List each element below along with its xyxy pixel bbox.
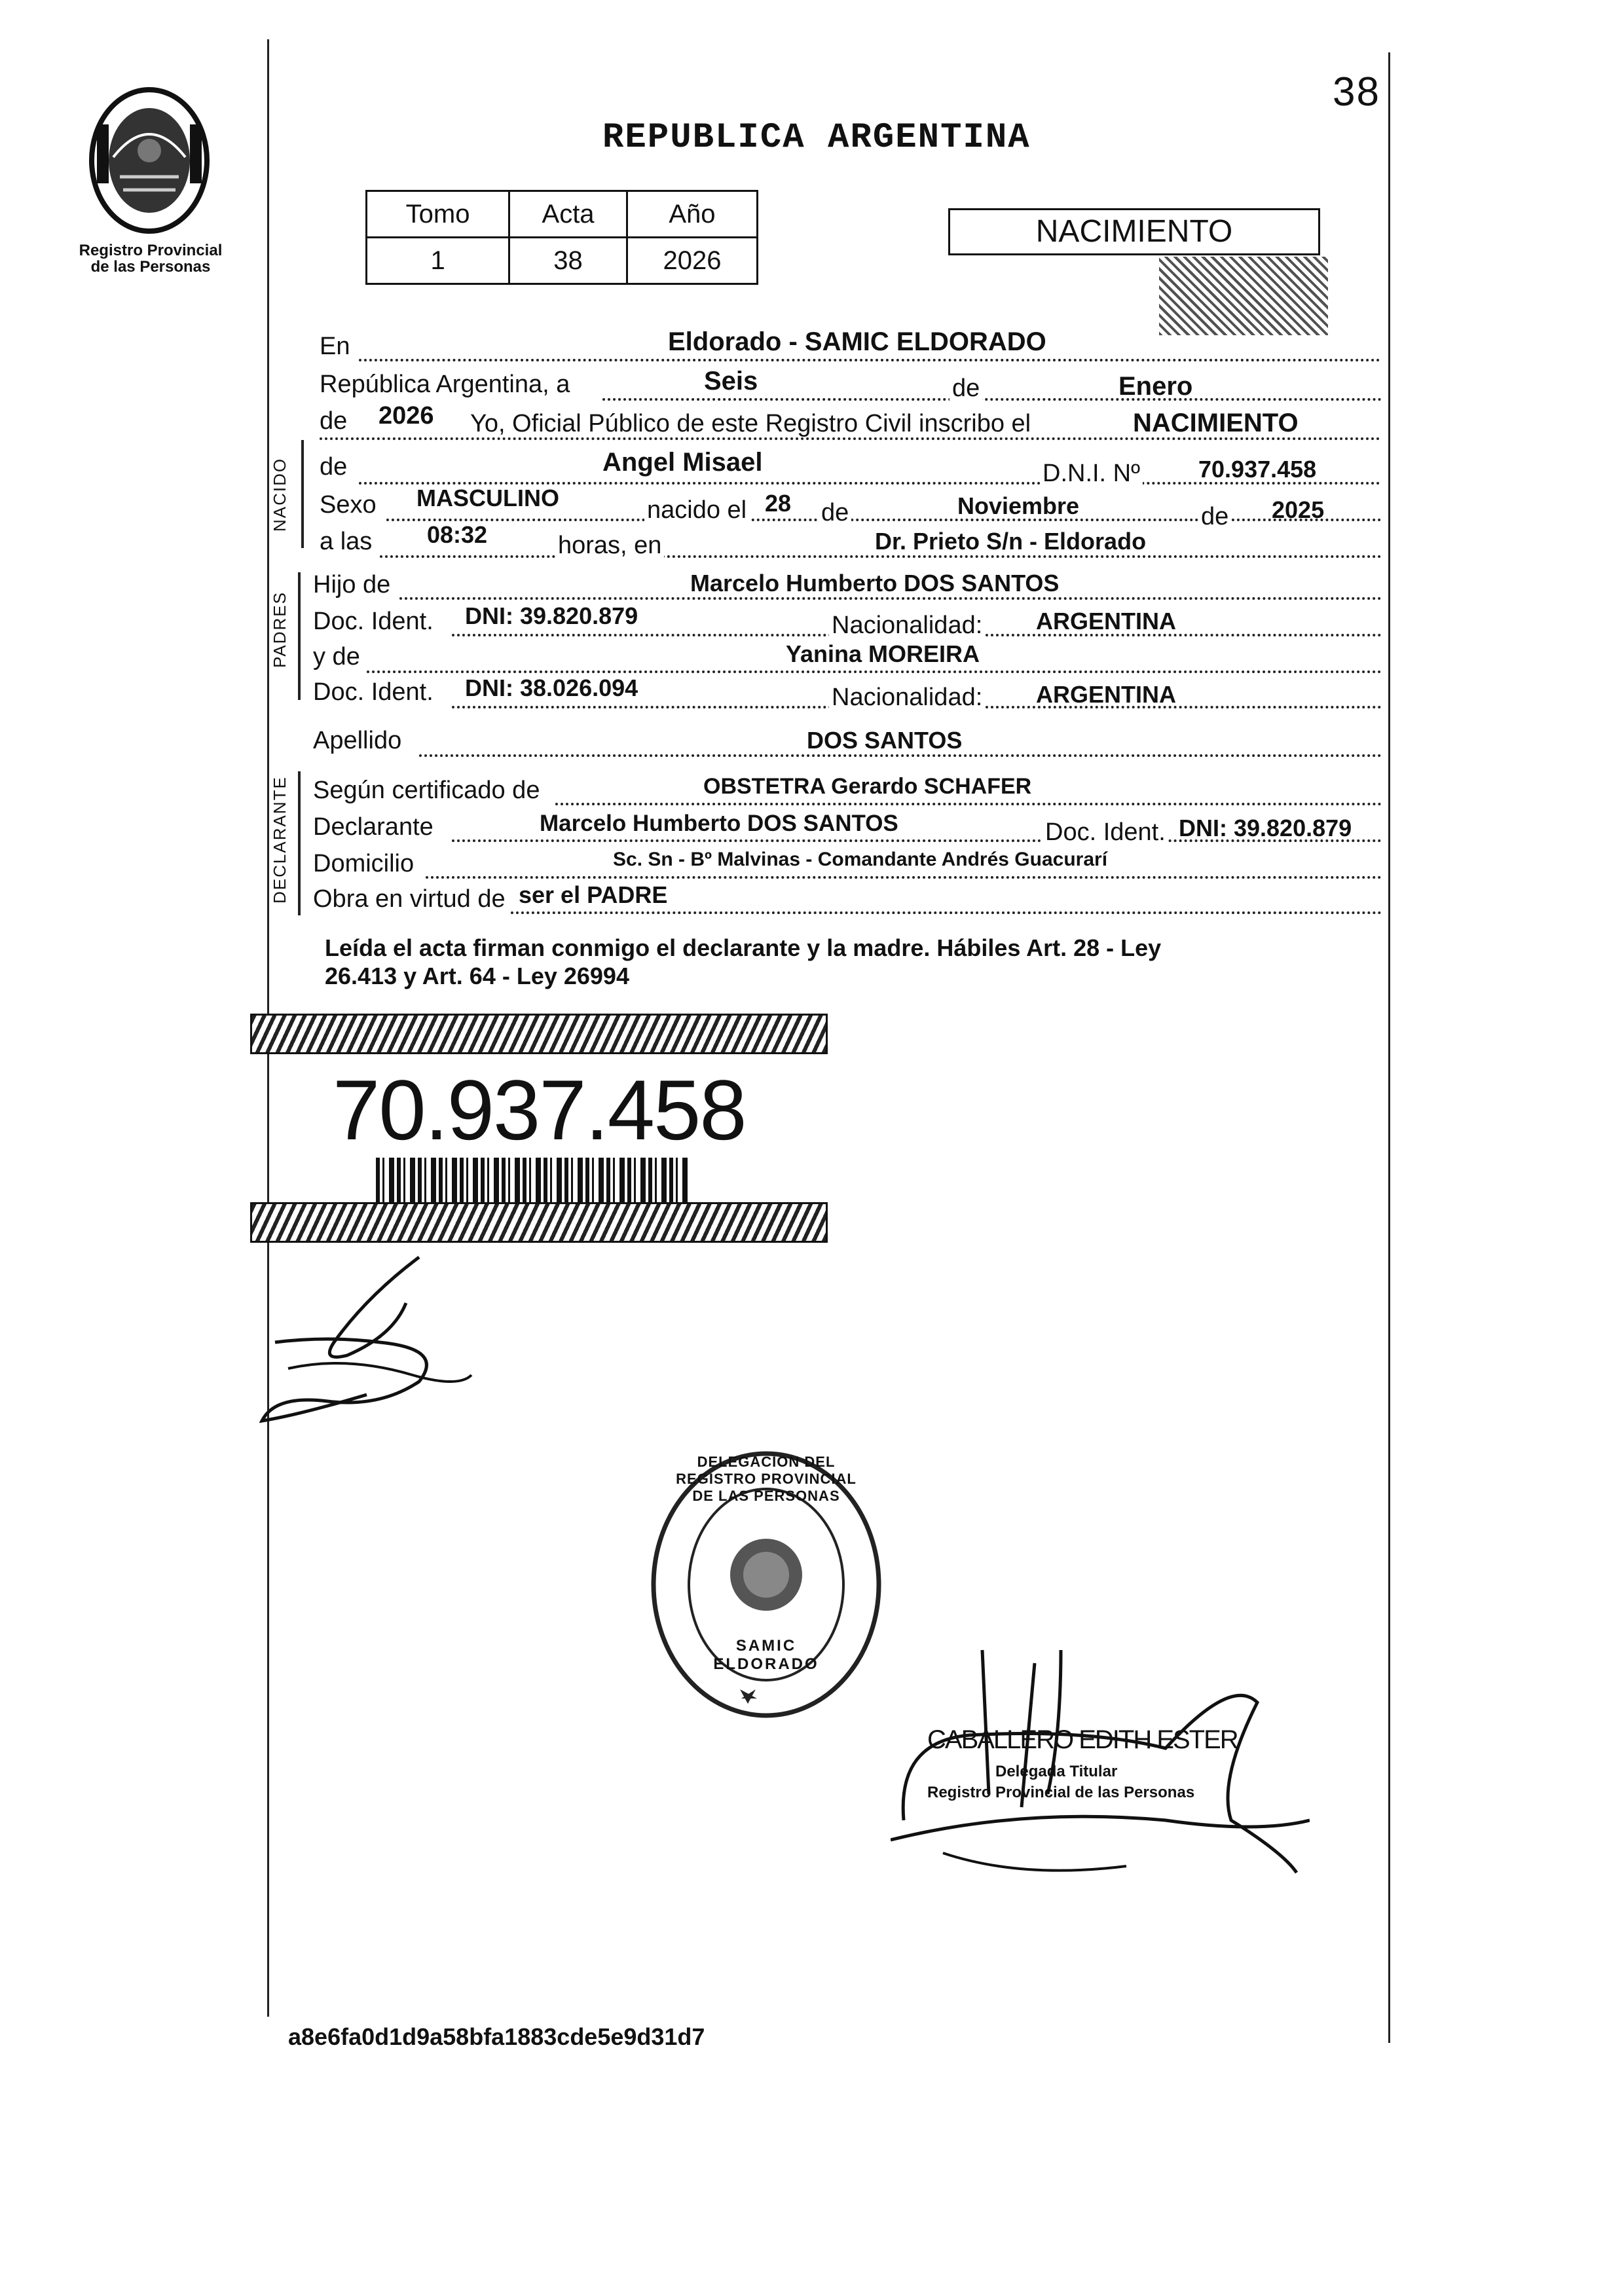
dots [602, 398, 1382, 401]
province-seal-icon [84, 85, 215, 236]
dots [359, 359, 1380, 361]
de-label: de [950, 375, 982, 403]
tomo-value: 1 [367, 238, 509, 284]
registry-name [59, 242, 242, 275]
doc-ident-label: Doc. Ident. [313, 608, 434, 635]
dots [511, 911, 1382, 914]
year-value: 2026 [378, 402, 434, 430]
province-seal [84, 85, 215, 236]
father-doc: DNI: 39.820.879 [465, 602, 638, 629]
country-title: REPUBLICA ARGENTINA [602, 118, 1031, 158]
de-label-2: de [1198, 503, 1231, 531]
dots [419, 754, 1382, 757]
doc-ident-label-3: Doc. Ident. [1043, 818, 1168, 847]
padres-bracket [298, 572, 301, 700]
registry-line1: Registro Provincial [79, 242, 223, 259]
mother-name: Yanina MOREIRA [786, 640, 980, 667]
de-label-2: de [320, 407, 348, 435]
nacido-el-label: nacido el [644, 496, 749, 524]
birth-month: Noviembre [957, 492, 1080, 519]
page-number: 38 [1333, 69, 1380, 115]
record-type-box: NACIMIENTO [948, 208, 1320, 255]
dots [399, 597, 1382, 600]
certificado-label: Según certificado de [313, 777, 540, 804]
obra-value: ser el PADRE [519, 881, 668, 908]
nacido-bracket [301, 440, 304, 548]
oficial-text: Yo, Oficial Público de este Registro Civil inscribo el [470, 410, 1031, 437]
registry-line2: de las Personas [90, 258, 211, 276]
dots [386, 519, 1382, 521]
birth-year: 2025 [1272, 496, 1325, 523]
child-name: Angel Misael [602, 448, 763, 477]
nacido-label: NACIDO [270, 457, 289, 532]
domicilio-value: Sc. Sn - Bº Malvinas - Comandante Andrés Guacurarí [613, 849, 1108, 870]
sexo-label: Sexo [320, 491, 377, 519]
acta-header: Acta [509, 191, 627, 238]
legal-note-line1: Leída el acta firman conmigo el declarante y la madre. Hábiles Art. 28 - Ley [325, 934, 1162, 961]
dots [555, 803, 1382, 805]
doc-ident-label-2: Doc. Ident. [313, 678, 434, 706]
obra-label: Obra en virtud de [313, 885, 506, 913]
official-title: Delegada Titular [995, 1763, 1118, 1780]
republica-label: República Argentina, a [320, 371, 570, 398]
legal-note-line2: 26.413 y Art. 64 - Ley 26994 [325, 963, 629, 990]
month-value: Enero [1118, 372, 1193, 401]
stamp-inner-text: SAMIC ELDORADO [713, 1637, 819, 1673]
father-nationality: ARGENTINA [1036, 608, 1176, 634]
birth-day: 28 [765, 490, 792, 517]
ano-value: 2026 [627, 238, 757, 284]
place-value: Eldorado - SAMIC ELDORADO [668, 327, 1046, 356]
document-hash: a8e6fa0d1d9a58bfa1883cde5e9d31d7 [288, 2023, 705, 2050]
en-label: En [320, 333, 350, 360]
y-de-label: y de [313, 643, 360, 670]
hijo-de-label: Hijo de [313, 571, 391, 598]
child-dni: 70.937.458 [1198, 456, 1317, 483]
dots [380, 555, 1382, 558]
legal-note [325, 934, 1346, 990]
declarante-row-label: Declarante [313, 813, 434, 841]
declarante-doc: DNI: 39.820.879 [1179, 815, 1352, 841]
domicilio-label: Domicilio [313, 850, 415, 877]
nacionalidad-label-2: Nacionalidad: [829, 684, 985, 712]
dots [367, 670, 1382, 673]
stamp-ring-text: DELEGACION DEL REGISTRO PROVINCIAL DE LAS PERSONAS [676, 1454, 857, 1504]
security-band-bottom [250, 1202, 828, 1243]
mother-doc: DNI: 38.026.094 [465, 674, 638, 701]
day-value: Seis [704, 367, 758, 395]
apellido-label: Apellido [313, 727, 402, 754]
birth-place: Dr. Prieto S/n - Eldorado [875, 528, 1147, 555]
id-number: 70.937.458 [333, 1062, 746, 1158]
official-office: Registro Provincial de las Personas [927, 1784, 1195, 1801]
right-margin-line [1388, 52, 1390, 2043]
security-band-top [250, 1014, 828, 1054]
nacionalidad-label: Nacionalidad: [829, 612, 985, 640]
certificado-value: OBSTETRA Gerardo SCHAFER [703, 774, 1032, 799]
official-name: CABALLERO EDITH ESTER [927, 1725, 1238, 1754]
birth-time: 08:32 [427, 521, 488, 548]
dots [426, 876, 1382, 879]
official-signature [891, 1637, 1310, 1886]
declarante-bracket [298, 771, 301, 915]
sexo-value: MASCULINO [416, 485, 559, 511]
tomo-acta-table [365, 190, 758, 285]
tomo-header: Tomo [367, 191, 509, 238]
acta-value: 38 [509, 238, 627, 284]
security-hologram [1159, 257, 1328, 335]
a-las-label: a las [320, 528, 373, 555]
apellido-value: DOS SANTOS [807, 727, 963, 754]
de-label: de [320, 453, 348, 481]
event-value: NACIMIENTO [1133, 409, 1299, 437]
official-stamp [648, 1447, 884, 1722]
mother-nationality: ARGENTINA [1036, 681, 1176, 708]
de-label: de [819, 499, 851, 527]
padres-label: PADRES [270, 591, 289, 668]
declarante-value: Marcelo Humberto DOS SANTOS [540, 811, 898, 836]
declarante-label: DECLARANTE [270, 776, 289, 904]
declarant-signature [249, 1244, 524, 1447]
horas-en-label: horas, en [555, 532, 664, 560]
dni-label: D.N.I. Nº [1040, 460, 1143, 488]
father-name: Marcelo Humberto DOS SANTOS [690, 570, 1060, 597]
ano-header: Año [627, 191, 757, 238]
